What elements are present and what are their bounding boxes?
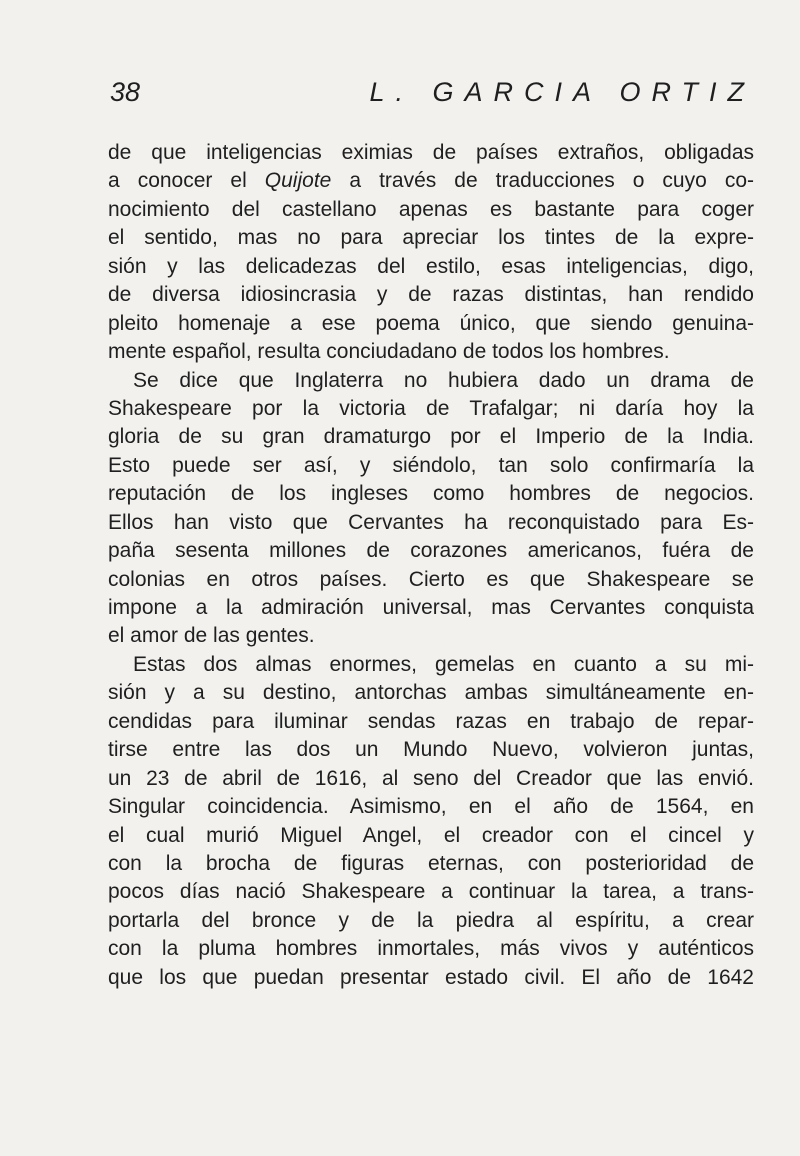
text-line xyxy=(108,480,754,508)
line-text: con la brocha de figuras eternas, con posterioridad de xyxy=(108,851,754,875)
line-text: gloria de su gran dramaturgo por el Imperio de la India. xyxy=(108,425,754,449)
text-line xyxy=(108,452,754,480)
line-text: Esto puede ser así, y siéndolo, tan solo confirmaría la xyxy=(108,453,754,477)
text-line xyxy=(108,878,754,906)
line-text: Shakespeare por la victoria de Trafalgar; ni daría hoy la xyxy=(108,396,754,420)
line-text: reputación de los ingleses como hombres de negocios. xyxy=(108,482,754,506)
text-line xyxy=(108,139,754,167)
line-text: a conocer el xyxy=(108,169,265,193)
line-text-continued: a través de traducciones o cuyo co- xyxy=(331,169,754,193)
text-line xyxy=(108,651,754,679)
text-line xyxy=(108,736,754,764)
text-line xyxy=(108,622,754,650)
text-line xyxy=(108,765,754,793)
text-line xyxy=(108,537,754,565)
line-text: que los que puedan presentar estado civil. El año de 1642 xyxy=(108,965,754,989)
page-header xyxy=(110,72,755,112)
text-line xyxy=(108,594,754,622)
line-text: Se dice que Inglaterra no hubiera dado un drama de xyxy=(133,368,754,392)
text-line xyxy=(108,566,754,594)
line-text: impone a la admiración universal, mas Cervantes conquista xyxy=(108,596,754,619)
line-text: un 23 de abril de 1616, al seno del Creador que las envió. xyxy=(108,766,754,790)
line-text: Estas dos almas enormes, gemelas en cuanto a su mi- xyxy=(133,652,754,676)
text-line xyxy=(108,907,754,935)
text-line xyxy=(108,310,754,338)
line-text: paña sesenta millones de corazones americanos, fuéra de xyxy=(108,539,754,563)
line-text: el sentido, mas no para apreciar los tintes de la expre- xyxy=(108,226,754,250)
line-text: nocimiento del castellano apenas es bastante para coger xyxy=(108,197,754,221)
line-text: el amor de las gentes. xyxy=(108,624,315,648)
text-line xyxy=(108,281,754,309)
line-text: colonias en otros países. Cierto es que Shakespeare se xyxy=(108,567,754,591)
page-number: 38 xyxy=(110,77,141,107)
text-line xyxy=(108,964,754,992)
text-line xyxy=(108,509,754,537)
line-text: portarla del bronce y de la piedra al espíritu, a crear xyxy=(108,908,754,932)
text-line xyxy=(108,367,754,395)
text-line xyxy=(108,196,754,224)
text-line xyxy=(108,395,754,423)
text-line xyxy=(108,679,754,707)
text-line xyxy=(108,822,754,850)
text-line xyxy=(108,423,754,451)
line-text: Singular coincidencia. Asimismo, en el año de 1564, en xyxy=(108,795,754,819)
italic-title: Quijote xyxy=(264,169,332,193)
line-text: de diversa idiosincrasia y de razas distintas, han rendido xyxy=(108,283,754,307)
line-text: pocos días nació Shakespeare a continuar la tarea, a trans- xyxy=(108,880,754,904)
text-line xyxy=(108,338,754,366)
line-text: el cual murió Miguel Angel, el creador con el cincel y xyxy=(108,823,754,847)
line-text: de que inteligencias eximias de países extraños, obligadas xyxy=(108,141,754,164)
text-line xyxy=(108,708,754,736)
line-text: Ellos han visto que Cervantes ha reconquistado para Es- xyxy=(108,510,754,534)
text-line xyxy=(108,935,754,963)
text-line xyxy=(108,793,754,821)
line-text: tirse entre las dos un Mundo Nuevo, volvieron juntas, xyxy=(108,738,754,762)
body-text xyxy=(108,139,754,992)
running-title: L. GARCIA ORTIZ xyxy=(369,77,755,107)
line-text: pleito homenaje a ese poema único, que siendo genuina- xyxy=(108,311,754,335)
line-text: mente español, resulta conciudadano de todos los hombres. xyxy=(108,340,670,364)
line-text: sión y a su destino, antorchas ambas simultáneamente en- xyxy=(108,681,754,705)
line-text: sión y las delicadezas del estilo, esas inteligencias, digo, xyxy=(108,254,754,278)
text-line xyxy=(108,253,754,281)
line-text: cendidas para iluminar sendas razas en trabajo de repar- xyxy=(108,709,754,733)
text-line xyxy=(108,167,754,195)
line-text: con la pluma hombres inmortales, más vivos y auténticos xyxy=(108,937,754,961)
text-line xyxy=(108,224,754,252)
text-line xyxy=(108,850,754,878)
